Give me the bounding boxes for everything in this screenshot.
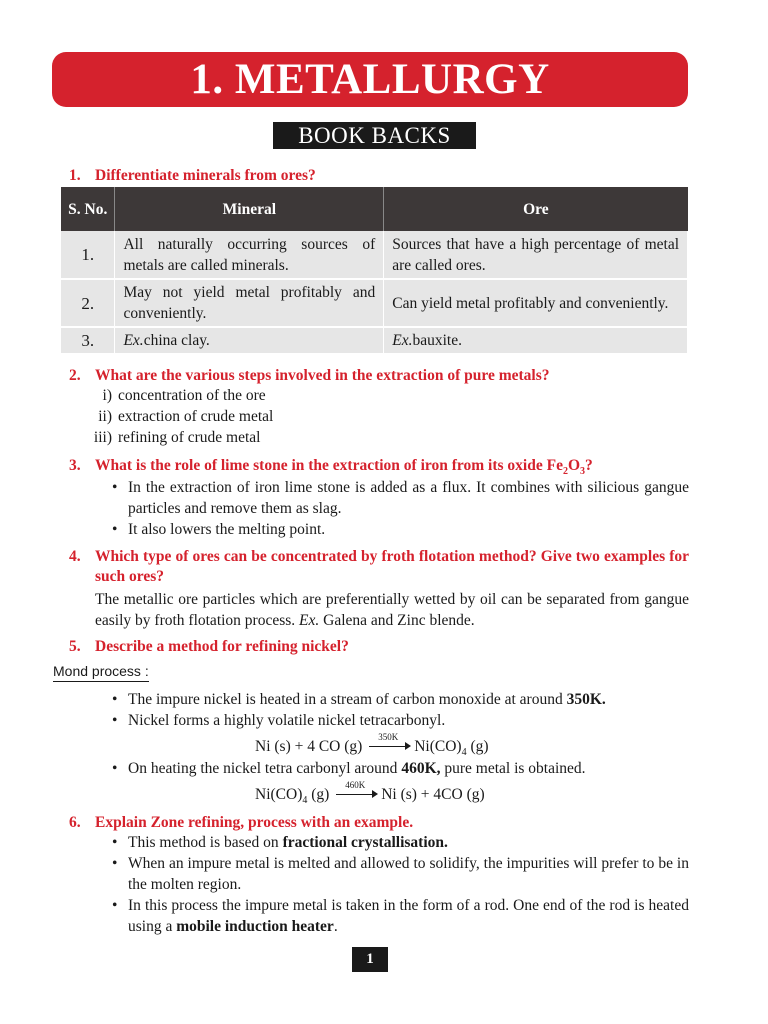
example-label: Ex.: [123, 332, 144, 349]
example-value: Galena and Zinc blende.: [323, 612, 475, 629]
equation-reactants: Ni (s) + 4 CO (g): [255, 738, 363, 755]
item-text: extraction of crude metal: [118, 408, 274, 425]
question-text: What are the various steps involved in the extraction of pure metals?: [95, 367, 550, 384]
list-item: • It also lowers the melting point.: [108, 519, 689, 540]
answer-text: The metallic ore particles which are preferentially wetted by oil can be separated from gangue easily by froth flotation process.: [95, 591, 689, 629]
item-numeral: i): [102, 387, 112, 404]
mineral-cell: May not yield metal profitably and conveniently.: [115, 279, 384, 327]
mond-bullets-a: [108, 689, 689, 731]
question-4: [69, 547, 689, 587]
reaction-arrow: [336, 780, 378, 801]
reaction-arrow: [369, 732, 411, 753]
ore-cell: Sources that have a high percentage of metal are called ores.: [384, 231, 688, 279]
lime-stone-bullets: [108, 477, 689, 540]
table-row: [61, 327, 688, 354]
question-text: Differentiate minerals from ores?: [95, 167, 316, 184]
mond-process-heading: Mond process :: [53, 662, 149, 682]
list-item: [82, 385, 273, 406]
header-ore: Ore: [384, 187, 688, 231]
question-6: [69, 813, 413, 833]
ore-cell: [384, 327, 688, 354]
row-number: 3.: [61, 327, 115, 354]
minerals-ores-table: [61, 187, 688, 355]
question-text: Describe a method for refining nickel?: [95, 638, 349, 655]
reaction-condition: 350K: [378, 732, 399, 743]
table-row: [61, 231, 688, 279]
mineral-cell: All naturally occurring sources of metals are called minerals.: [115, 231, 384, 279]
equation-products: $Ni(CO)_4$ (g): [414, 738, 489, 759]
chapter-title: 1. METALLURGY: [52, 52, 688, 107]
equation-products: Ni (s) + 4CO (g): [381, 786, 485, 803]
question-number: 3.: [69, 457, 81, 474]
item-text: refining of crude metal: [118, 429, 261, 446]
question-2: [69, 366, 550, 386]
list-item: • Nickel forms a highly volatile nickel tetracarbonyl.: [108, 710, 689, 731]
question-5: [69, 637, 349, 657]
question-number: 6.: [69, 814, 81, 831]
list-item: [82, 406, 273, 427]
example-value: china clay.: [143, 332, 210, 349]
mond-bullets-b: [108, 758, 689, 779]
question-number: 5.: [69, 638, 81, 655]
question-number: 2.: [69, 367, 81, 384]
table-header-row: [61, 187, 688, 231]
ore-cell: Can yield metal profitably and conveniently.: [384, 279, 688, 327]
list-item: • The impure nickel is heated in a stream of carbon monoxide at around 350K.: [108, 689, 689, 710]
example-label: Ex.: [299, 612, 320, 629]
steps-list: [82, 385, 273, 448]
question-1: [69, 166, 316, 186]
list-item: • On heating the nickel tetra carbonyl around 460K, pure metal is obtained.: [108, 758, 689, 779]
example-label: Ex.: [392, 332, 413, 349]
example-value: bauxite.: [412, 332, 462, 349]
list-item: • In this process the impure metal is taken in the form of a rod. One end of the rod is heated using a mobile induction heater.: [108, 895, 689, 937]
section-heading: BOOK BACKS: [273, 122, 476, 149]
item-numeral: ii): [98, 408, 112, 425]
question-number: 1.: [69, 167, 81, 184]
table-row: [61, 279, 688, 327]
row-number: 2.: [61, 279, 115, 327]
question-text: Explain Zone refining, process with an example.: [95, 814, 414, 831]
answer-4: [95, 589, 689, 631]
question-text: Which type of ores can be concentrated by froth flotation method? Give two examples for such ores?: [95, 548, 689, 585]
equation-reactants: $Ni(CO)_4$ (g): [255, 786, 330, 807]
equation-2: [255, 780, 485, 811]
list-item: [82, 427, 273, 448]
item-numeral: iii): [93, 429, 112, 446]
list-item: • In the extraction of iron lime stone is added as a flux. It combines with silicious gangue particles and remove them as slag.: [108, 477, 689, 519]
list-item: • When an impure metal is melted and allowed to solidify, the impurities will prefer to be in the molten region.: [108, 853, 689, 895]
zone-refining-bullets: [108, 832, 689, 937]
question-number: 4.: [69, 548, 81, 565]
page-number: 1: [352, 947, 388, 972]
reaction-condition: 460K: [345, 780, 366, 791]
header-mineral: Mineral: [115, 187, 384, 231]
header-sno: S. No.: [61, 187, 115, 231]
item-text: concentration of the ore: [118, 387, 266, 404]
list-item: • This method is based on fractional crystallisation.: [108, 832, 689, 853]
mineral-cell: [115, 327, 384, 354]
question-text: What is the role of lime stone in the extraction of iron from its oxide $Fe_2O_3$?: [95, 457, 593, 478]
row-number: 1.: [61, 231, 115, 279]
